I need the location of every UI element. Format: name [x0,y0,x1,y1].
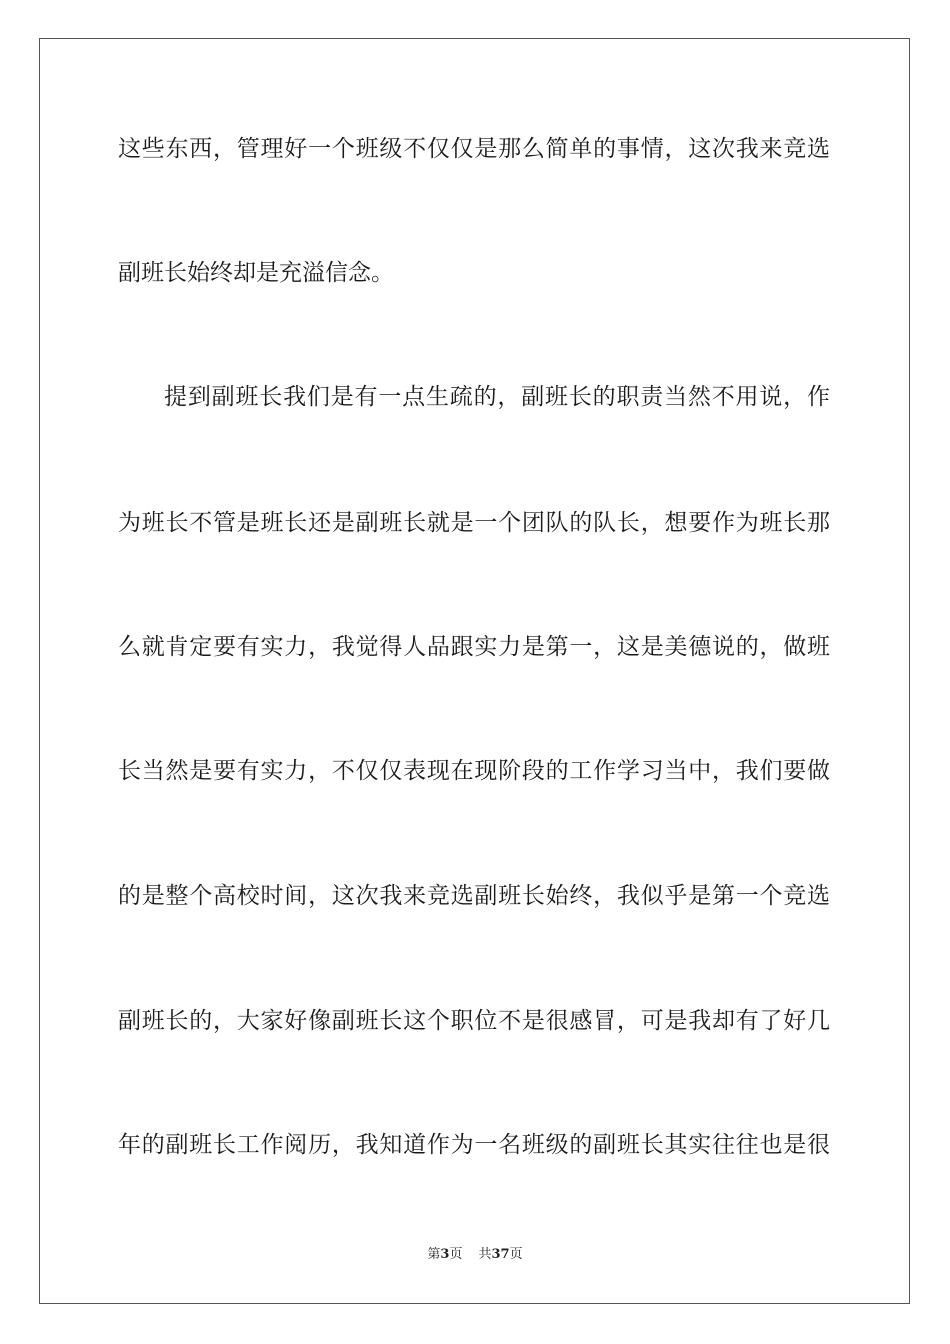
body-line-8: 副班长的，大家好像副班长这个职位不是很感冒，可是我却有了好几 [118,1008,830,1034]
footer-total-suffix: 页 [509,1247,523,1262]
body-line-6: 长当然是要有实力，不仅仅表现在现阶段的工作学习当中，我们要做 [118,758,830,784]
page-footer [0,1246,950,1264]
page-border [39,38,910,1304]
footer-total-pages: 37 [491,1247,510,1262]
footer-total-prefix: 共 [478,1247,492,1262]
body-line-1: 这些东西，管理好一个班级不仅仅是那么简单的事情，这次我来竞选 [118,136,830,162]
body-line-3: 提到副班长我们是有一点生疏的，副班长的职责当然不用说，作 [164,384,830,410]
body-line-4: 为班长不管是班长还是副班长就是一个团队的队长，想要作为班长那 [118,510,830,536]
body-line-7: 的是整个高校时间，这次我来竞选副班长始终，我似乎是第一个竞选 [118,883,830,909]
body-line-9: 年的副班长工作阅历，我知道作为一名班级的副班长其实往往也是很 [118,1132,830,1158]
body-line-2: 副班长始终却是充溢信念。 [118,260,394,286]
footer-page-suffix: 页 [449,1247,463,1262]
body-line-5: 么就肯定要有实力，我觉得人品跟实力是第一，这是美德说的，做班 [118,634,830,660]
footer-page-prefix: 第 [427,1247,441,1262]
footer-page-number: 3 [440,1247,450,1262]
